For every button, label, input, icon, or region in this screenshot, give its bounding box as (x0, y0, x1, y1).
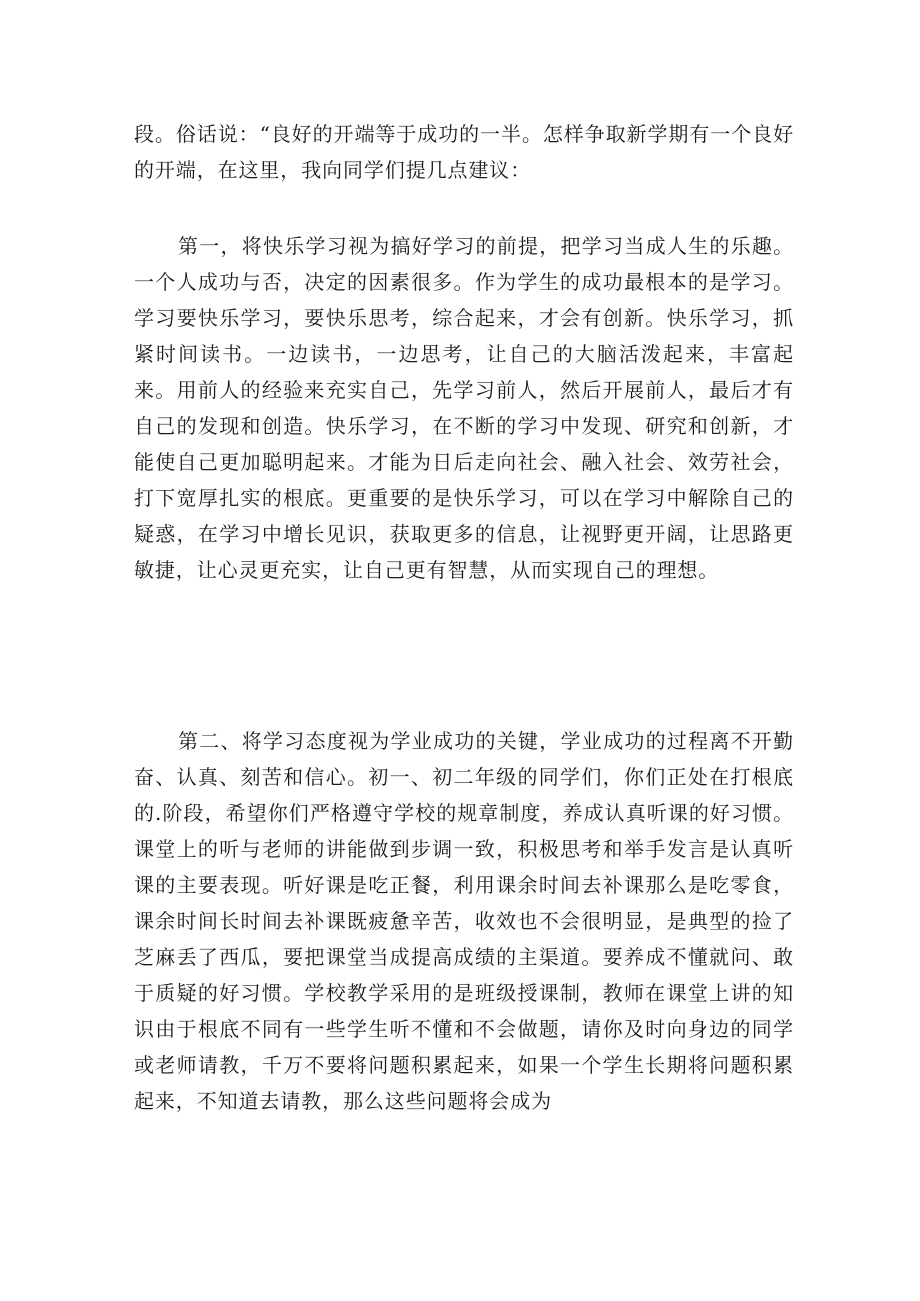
paragraph-text: 第一，将快乐学习视为搞好学习的前提，把学习当成人生的乐趣。一个人成功与否，决定的因素很多。作为学生的成功最根本的是学习。学习要快乐学习，要快乐思考，综合起来，才会有创新。快乐学习，抓紧时间读书。一边读书，一边思考，让自己的大脑活泼起来，丰富起来。用前人的经验来充实自己，先学习前人，然后开展前人，最后才有自己的发现和创造。快乐学习，在不断的学习中发现、研究和创新，才能使自己更加聪明起来。才能为日后走向社会、融入社会、效劳社会，打下宽厚扎实的根底。更重要的是快乐学习，可以在学习中解除自己的疑惑，在学习中增长见识，获取更多的信息，让视野更开阔，让思路更敏捷，让心灵更充实，让自己更有智慧，从而实现自己的理想。 (134, 234, 794, 582)
paragraph-text: 段。俗话说：“良好的开端等于成功的一半。怎样争取新学期有一个良好的开端，在这里，我向同学们提几点建议： (134, 122, 794, 182)
paragraph-first-suggestion (134, 228, 794, 588)
paragraph-second-suggestion (134, 723, 794, 1119)
paragraph-intro-continuation (134, 116, 794, 188)
paragraph-text: 第二、将学习态度视为学业成功的关键，学业成功的过程离不开勤奋、认真、刻苦和信心。初一、初二年级的同学们，你们正处在打根底的.阶段，希望你们严格遵守学校的规章制度，养成认真听课的好习惯。课堂上的听与老师的讲能做到步调一致，积极思考和举手发言是认真听课的主要表现。听好课是吃正餐，利用课余时间去补课那么是吃零食，课余时间长时间去补课既疲惫辛苦，收效也不会很明显，是典型的捡了芝麻丢了西瓜，要把课堂当成提高成绩的主渠道。要养成不懂就问、敢于质疑的好习惯。学校教学采用的是班级授课制，教师在课堂上讲的知识由于根底不同有一些学生听不懂和不会做题，请你及时向身边的同学或老师请教，千万不要将问题积累起来，如果一个学生长期将问题积累起来，不知道去请教，那么这些问题将会成为 (134, 729, 794, 1113)
